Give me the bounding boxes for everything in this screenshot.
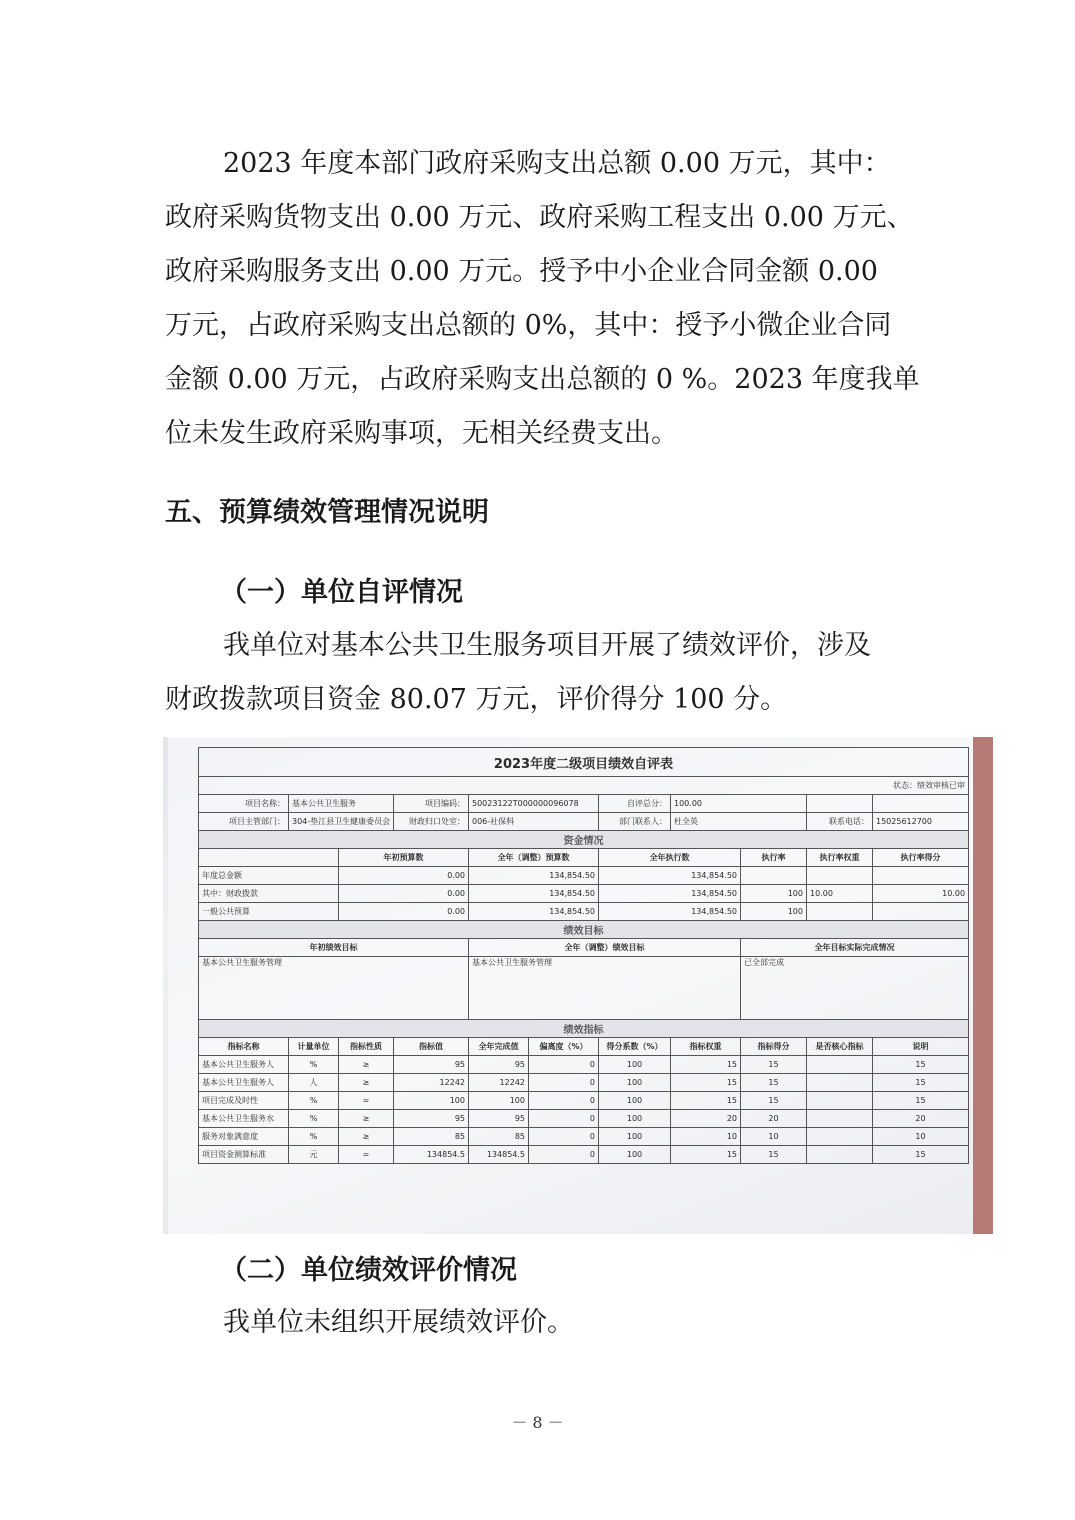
cell	[873, 867, 969, 885]
value-cell: 006-社保科	[469, 813, 599, 831]
cell: 20	[741, 1110, 807, 1128]
form-title: 2023年度二级项目绩效自评表	[199, 748, 969, 777]
form-status: 状态：绩效审核已审	[199, 777, 969, 795]
cell: 10	[873, 1128, 969, 1146]
column-header: 全年执行数	[599, 849, 741, 867]
indicator-name-cell: 基本公共卫生服务人	[199, 1074, 289, 1092]
column-header: 全年（调整）预算数	[469, 849, 599, 867]
cell: 0	[529, 1128, 599, 1146]
evaluation-form-table	[198, 747, 969, 1164]
cell: 元	[289, 1146, 339, 1164]
indicator-name-cell: 项目资金测算标准	[199, 1146, 289, 1164]
cell: ≥	[339, 1128, 394, 1146]
cell	[807, 1110, 873, 1128]
label-cell: 项目编码：	[394, 795, 469, 813]
evaluation-form-photo	[163, 737, 993, 1234]
info-row	[199, 795, 969, 813]
indicator-name-cell: 基本公共卫生服务水	[199, 1110, 289, 1128]
cell	[807, 1092, 873, 1110]
cell: 15	[671, 1092, 741, 1110]
cell: 134,854.50	[599, 867, 741, 885]
cell: 15	[873, 1092, 969, 1110]
cell: 15	[671, 1074, 741, 1092]
column-header: 指标性质	[339, 1038, 394, 1056]
cell: ≥	[339, 1056, 394, 1074]
table-row	[199, 1092, 969, 1110]
cell: 134854.5	[469, 1146, 529, 1164]
indicator-name-cell: 基本公共卫生服务人	[199, 1056, 289, 1074]
label-cell: 联系电话：	[807, 813, 873, 831]
cell: 85	[394, 1128, 469, 1146]
paragraph-line: 政府采购货物支出 0.00 万元、政府采购工程支出 0.00 万元、	[165, 202, 914, 233]
table-row	[199, 1074, 969, 1092]
cell: 20	[671, 1110, 741, 1128]
self-evaluation-paragraph	[165, 619, 915, 727]
cell: 0	[529, 1146, 599, 1164]
cell: 100	[599, 1128, 671, 1146]
goal-cell: 基本公共卫生服务管理	[469, 957, 741, 1020]
cell: 134,854.50	[469, 903, 599, 921]
column-header: 指标名称	[199, 1038, 289, 1056]
paragraph-line: 位未发生政府采购事项，无相关经费支出。	[165, 418, 678, 449]
empty-cell	[199, 849, 339, 867]
cell: 0.00	[339, 867, 469, 885]
value-cell: 15025612700	[873, 813, 969, 831]
cell: 95	[394, 1110, 469, 1128]
cell: 15	[873, 1074, 969, 1092]
form-sheet	[168, 737, 973, 1234]
procurement-paragraph	[165, 137, 920, 461]
table-row	[199, 867, 969, 885]
goals-row	[199, 957, 969, 1020]
subsection-heading-performance-evaluation: （二）单位绩效评价情况	[220, 1255, 517, 1286]
table-row	[199, 1128, 969, 1146]
column-header: 说明	[873, 1038, 969, 1056]
cell: 100	[599, 1092, 671, 1110]
cell: 0	[529, 1056, 599, 1074]
paragraph-line: 政府采购服务支出 0.00 万元。授予中小企业合同金额 0.00	[165, 256, 878, 287]
cell: 100	[599, 1110, 671, 1128]
cell: 85	[469, 1128, 529, 1146]
cell: 0	[529, 1092, 599, 1110]
row-label: 一般公共预算	[199, 903, 339, 921]
cell: 10	[741, 1128, 807, 1146]
funds-header-row	[199, 849, 969, 867]
column-header: 指标权重	[671, 1038, 741, 1056]
info-row	[199, 813, 969, 831]
empty-cell	[873, 795, 969, 813]
indicators-section-title: 绩效指标	[199, 1020, 969, 1038]
cell: 12242	[469, 1074, 529, 1092]
cell	[807, 1074, 873, 1092]
page-number: － 8 －	[511, 1413, 564, 1432]
cell: %	[289, 1056, 339, 1074]
cell: 15	[741, 1056, 807, 1074]
indicators-header-row	[199, 1038, 969, 1056]
cell: 15	[741, 1074, 807, 1092]
cell	[741, 867, 807, 885]
column-header: 执行率权重	[807, 849, 873, 867]
column-header: 执行率得分	[873, 849, 969, 867]
cell	[807, 1146, 873, 1164]
cell: 15	[671, 1146, 741, 1164]
paragraph-line: 万元，占政府采购支出总额的 0%，其中：授予小微企业合同	[165, 310, 892, 341]
paragraph-line: 我单位未组织开展绩效评价。	[223, 1307, 574, 1338]
cell	[873, 903, 969, 921]
indicator-name-cell: 服务对象满意度	[199, 1128, 289, 1146]
table-row	[199, 1110, 969, 1128]
cell: 0.00	[339, 885, 469, 903]
column-header: 全年（调整）绩效目标	[469, 939, 741, 957]
cell: ≥	[339, 1110, 394, 1128]
cell: 15	[741, 1146, 807, 1164]
value-cell: 基本公共卫生服务	[289, 795, 394, 813]
cell: 95	[469, 1110, 529, 1128]
cell: 15	[873, 1056, 969, 1074]
table-row	[199, 1146, 969, 1164]
paragraph-line: 金额 0.00 万元，占政府采购支出总额的 0 %。2023 年度我单	[165, 364, 920, 395]
label-cell: 财政归口处室：	[394, 813, 469, 831]
cell: 100	[469, 1092, 529, 1110]
column-header: 执行率	[741, 849, 807, 867]
label-cell: 项目主管部门：	[199, 813, 289, 831]
indicator-name-cell: 项目完成及时性	[199, 1092, 289, 1110]
cell: 15	[873, 1146, 969, 1164]
column-header: 偏离度（%）	[529, 1038, 599, 1056]
cell: 10.00	[873, 885, 969, 903]
cell: 134,854.50	[599, 885, 741, 903]
cell	[807, 867, 873, 885]
paragraph-line: 我单位对基本公共卫生服务项目开展了绩效评价，涉及	[223, 630, 871, 661]
photo-background-edge	[971, 737, 993, 1234]
label-cell: 自评总分：	[599, 795, 671, 813]
cell: 134,854.50	[469, 867, 599, 885]
cell: ≥	[339, 1074, 394, 1092]
cell: %	[289, 1092, 339, 1110]
goals-section-title: 绩效目标	[199, 921, 969, 939]
column-header: 指标得分	[741, 1038, 807, 1056]
cell: 134,854.50	[599, 903, 741, 921]
cell: 100	[599, 1074, 671, 1092]
funds-section-title: 资金情况	[199, 831, 969, 849]
column-header: 得分系数（%）	[599, 1038, 671, 1056]
cell: =	[339, 1146, 394, 1164]
section-heading: 五、预算绩效管理情况说明	[165, 497, 489, 528]
cell: 100	[741, 885, 807, 903]
cell: 95	[469, 1056, 529, 1074]
label-cell: 部门联系人：	[599, 813, 671, 831]
cell: 100	[741, 903, 807, 921]
value-cell: 304-垫江县卫生健康委员会	[289, 813, 394, 831]
column-header: 年初绩效目标	[199, 939, 469, 957]
table-row	[199, 903, 969, 921]
cell	[807, 1128, 873, 1146]
column-header: 计量单位	[289, 1038, 339, 1056]
empty-cell	[807, 795, 873, 813]
cell: %	[289, 1128, 339, 1146]
indicator-rows	[199, 1056, 969, 1164]
cell: 10.00	[807, 885, 873, 903]
paragraph-line: 2023 年度本部门政府采购支出总额 0.00 万元，其中：	[223, 148, 891, 179]
label-cell: 项目名称：	[199, 795, 289, 813]
column-header: 全年完成值	[469, 1038, 529, 1056]
table-row	[199, 885, 969, 903]
column-header: 全年目标实际完成情况	[741, 939, 969, 957]
column-header: 年初预算数	[339, 849, 469, 867]
cell: 15	[671, 1056, 741, 1074]
goal-cell: 已全部完成	[741, 957, 969, 1020]
cell: 0.00	[339, 903, 469, 921]
cell: 10	[671, 1128, 741, 1146]
cell: 20	[873, 1110, 969, 1128]
cell	[807, 903, 873, 921]
column-header: 是否核心指标	[807, 1038, 873, 1056]
performance-evaluation-paragraph	[165, 1296, 915, 1350]
goals-header-row	[199, 939, 969, 957]
cell: 0	[529, 1110, 599, 1128]
goal-cell: 基本公共卫生服务管理	[199, 957, 469, 1020]
cell: 95	[394, 1056, 469, 1074]
cell: 100	[394, 1092, 469, 1110]
value-cell: 杜全英	[671, 813, 807, 831]
table-row	[199, 1056, 969, 1074]
column-header: 指标值	[394, 1038, 469, 1056]
row-label: 其中：财政拨款	[199, 885, 339, 903]
value-cell: 100.00	[671, 795, 807, 813]
row-label: 年度总金额	[199, 867, 339, 885]
subsection-heading-self-evaluation: （一）单位自评情况	[220, 577, 463, 608]
cell: 100	[599, 1146, 671, 1164]
cell: 12242	[394, 1074, 469, 1092]
cell: 0	[529, 1074, 599, 1092]
cell: =	[339, 1092, 394, 1110]
cell	[807, 1056, 873, 1074]
paragraph-line: 财政拨款项目资金 80.07 万元，评价得分 100 分。	[165, 684, 788, 715]
cell: %	[289, 1110, 339, 1128]
cell: 100	[599, 1056, 671, 1074]
cell: 134,854.50	[469, 885, 599, 903]
cell: 15	[741, 1092, 807, 1110]
cell: 人	[289, 1074, 339, 1092]
value-cell: 50023122T000000096078	[469, 795, 599, 813]
cell: 134854.5	[394, 1146, 469, 1164]
